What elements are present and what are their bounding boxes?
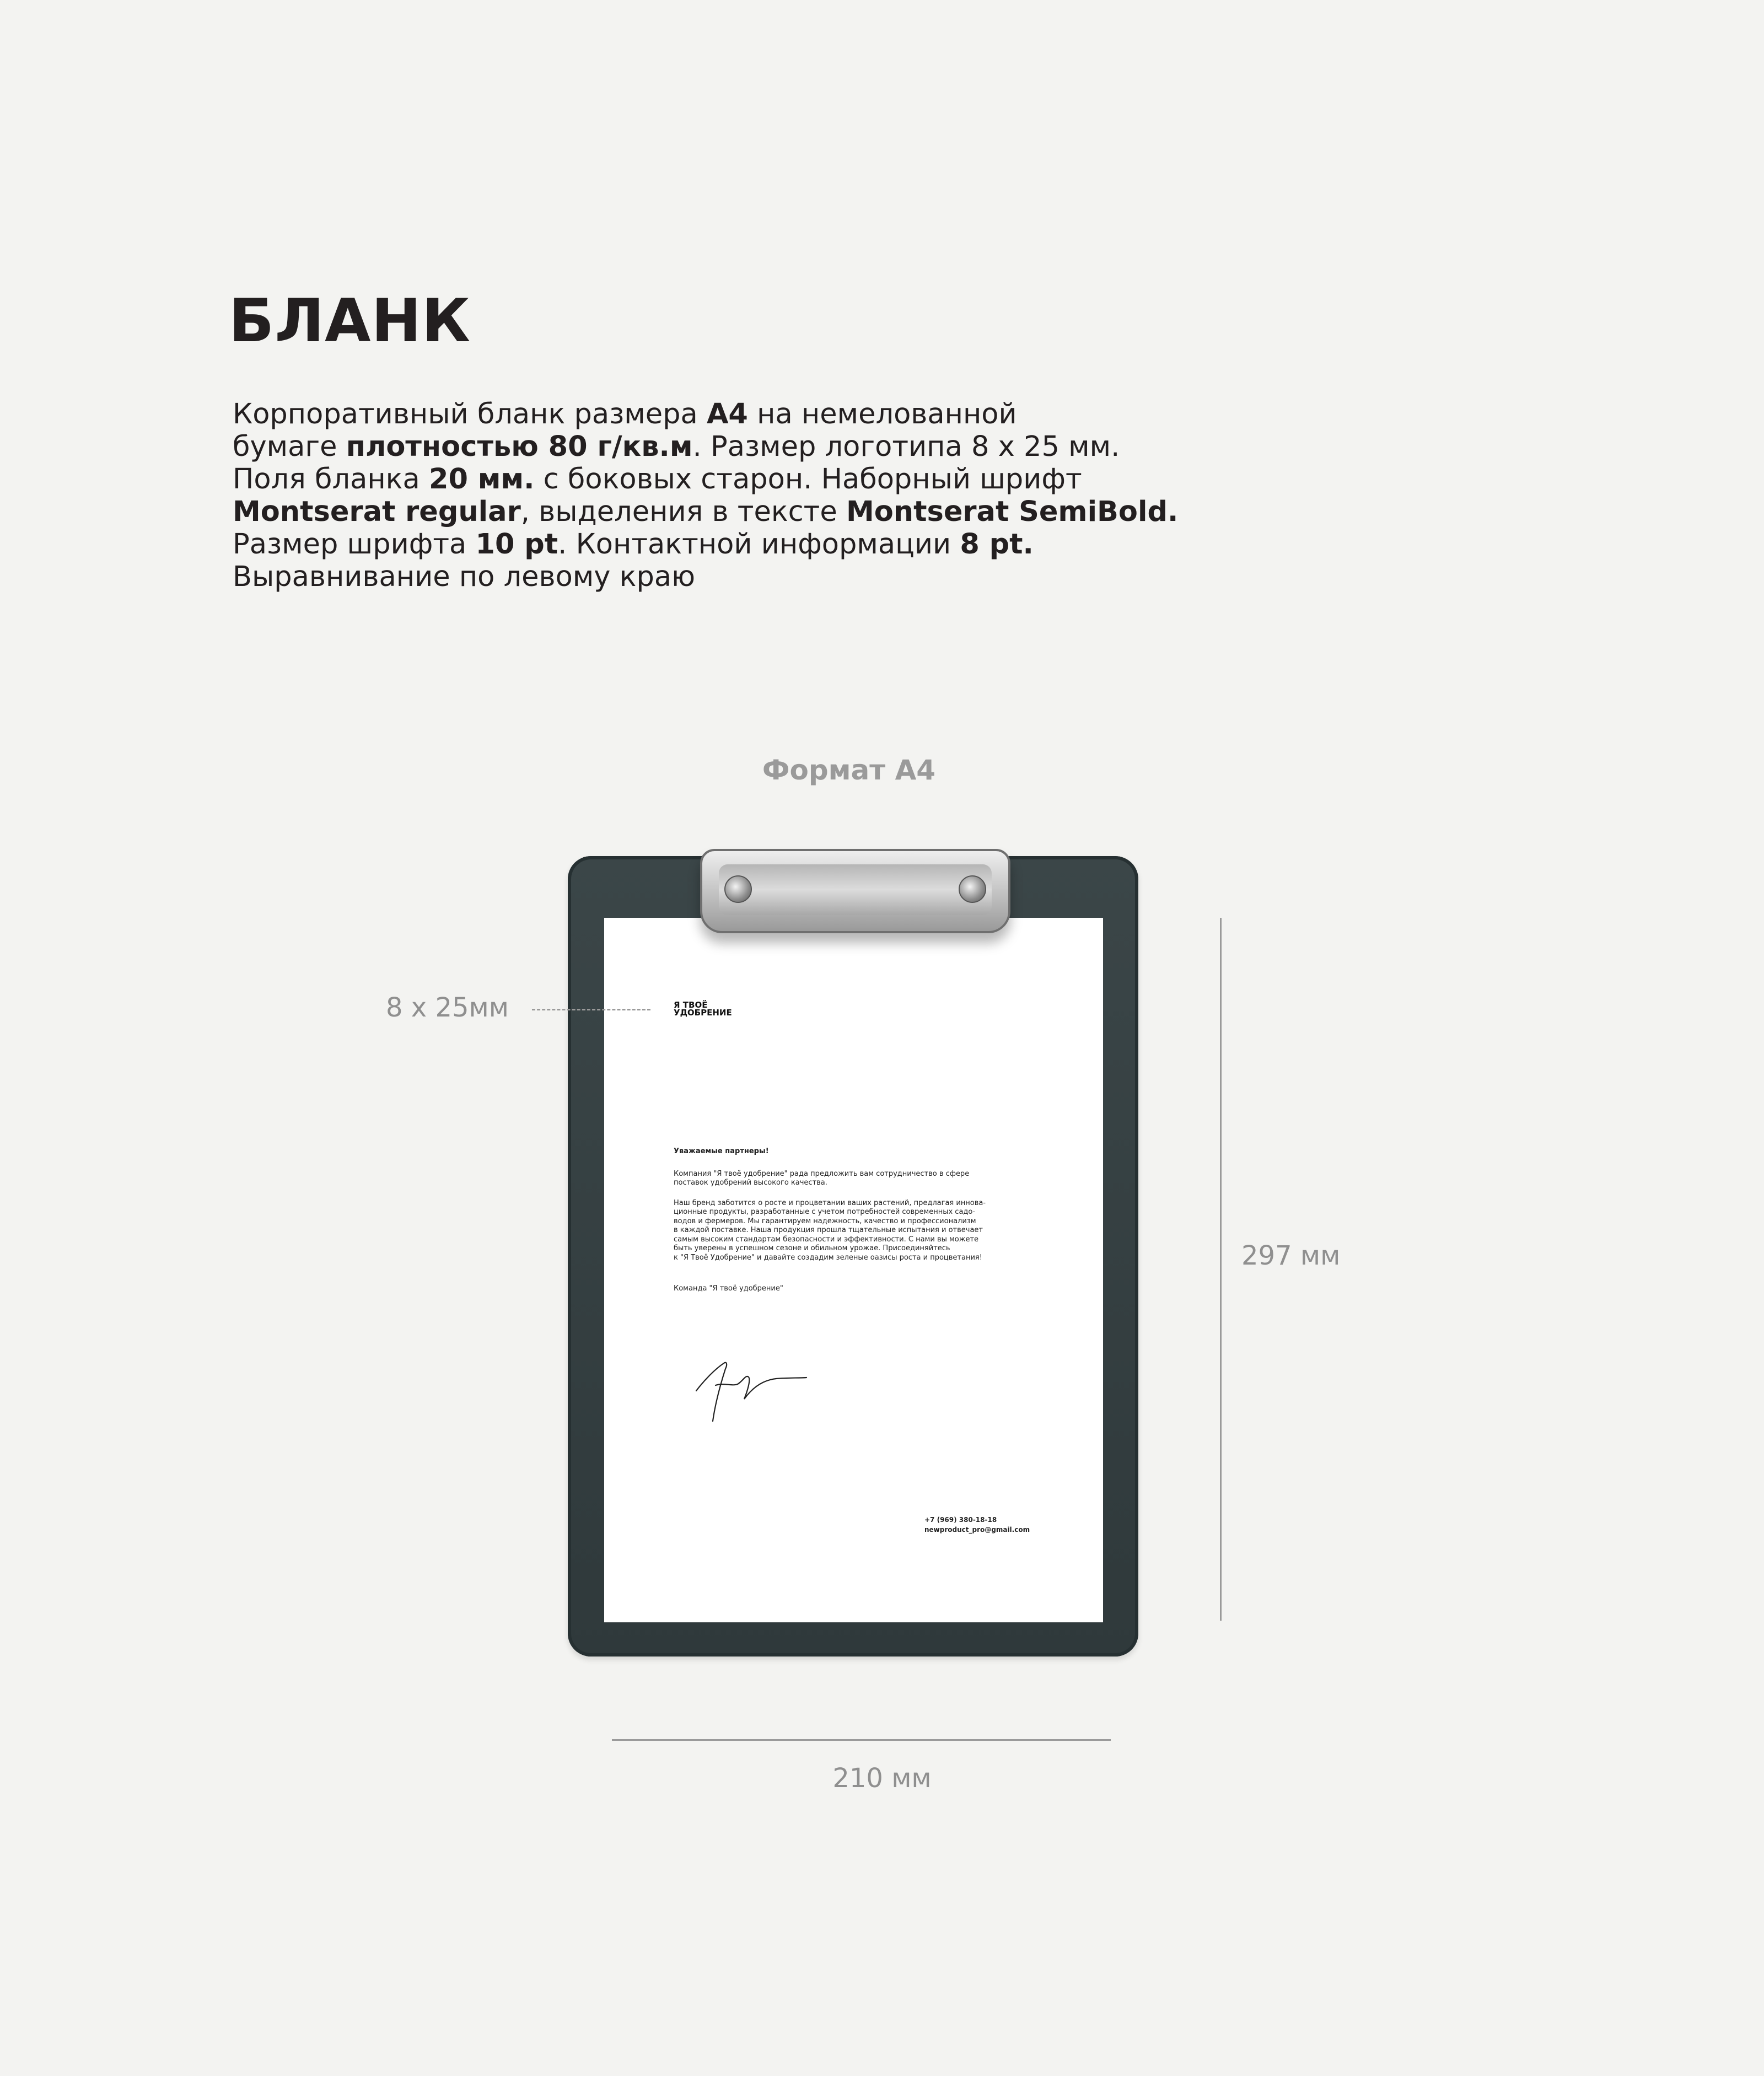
letter-line: самым высоким стандартам безопасности и эффективности. С нами вы можете xyxy=(674,1235,979,1244)
description-text: . Контактной информации xyxy=(558,528,960,561)
logo-line-2: УДОБРЕНИЕ xyxy=(674,1008,732,1018)
rivet-icon xyxy=(724,875,752,903)
letter-line: быть уверены в успешном сезоне и обильном урожае. Присоединяйтесь xyxy=(674,1244,950,1252)
logo-line-1: Я ТВОЁ xyxy=(674,1000,708,1010)
format-label: Формат А4 xyxy=(762,754,936,786)
description-line xyxy=(233,398,1280,431)
page-title: БЛАНК xyxy=(229,287,471,356)
description-text: Выравнивание по левому краю xyxy=(233,561,696,593)
contact-email: newproduct_pro@gmail.com xyxy=(924,1526,1030,1534)
letter-line: ционные продукты, разработанные с учетом потребностей современных садо- xyxy=(674,1208,976,1216)
description-emphasis: 20 мм. xyxy=(428,463,535,496)
letter-line: водов и фермеров. Мы гарантируем надежность, качество и профессионализм xyxy=(674,1217,976,1225)
logo-dimension-line xyxy=(532,1009,650,1010)
letter-line: к "Я Твоё Удобрение" и давайте создадим зеленые оазисы роста и процветания! xyxy=(674,1253,982,1262)
description-emphasis: 10 pt xyxy=(475,528,558,561)
letter-paragraph-1 xyxy=(674,1170,1048,1188)
height-dimension-line xyxy=(1220,918,1222,1621)
letter-line: поставок удобрений высокого качества. xyxy=(674,1179,827,1187)
description-emphasis: Montserat regular xyxy=(233,496,521,528)
description-line xyxy=(233,431,1280,463)
description-text: бумаге xyxy=(233,431,346,463)
letter-line: Наш бренд заботится о росте и процветании ваших растений, предлагая иннова- xyxy=(674,1198,986,1207)
description-line xyxy=(233,463,1280,496)
description-line xyxy=(233,496,1280,528)
description-text: , выделения в тексте xyxy=(520,496,846,528)
description-emphasis: Montserat SemiBold. xyxy=(846,496,1179,528)
clipboard-clip xyxy=(700,849,1010,933)
letter-signoff: Команда "Я твоё удобрение" xyxy=(674,1284,783,1293)
letter-body xyxy=(674,1147,1048,1294)
letter-line: Компания "Я твоё удобрение" рада предложить вам сотрудничество в сфере xyxy=(674,1169,970,1178)
letter-greeting: Уважаемые партнеры! xyxy=(674,1147,769,1155)
contact-info xyxy=(924,1515,1030,1535)
height-label: 297 мм xyxy=(1241,1240,1341,1271)
description-emphasis: А4 xyxy=(706,398,748,431)
description-line xyxy=(233,528,1280,561)
description-line xyxy=(233,561,1280,593)
signature-icon xyxy=(693,1352,809,1424)
logo-size-label: 8 х 25мм xyxy=(386,992,509,1023)
description-text: на немелованной xyxy=(747,398,1017,431)
width-dimension-line xyxy=(612,1739,1111,1741)
description-text: Корпоративный бланк размера xyxy=(233,398,707,431)
description-emphasis: плотностью 80 г/кв.м xyxy=(346,431,693,463)
width-label: 210 мм xyxy=(832,1763,932,1794)
letter-paragraph-2 xyxy=(674,1199,1048,1263)
description-text: Размер шрифта xyxy=(233,528,476,561)
letter-line: в каждой поставке. Наша продукция прошла тщательные испытания и отвечает xyxy=(674,1226,983,1234)
description xyxy=(233,398,1280,593)
description-text: с боковых старон. Наборный шрифт xyxy=(534,463,1082,496)
contact-phone: +7 (969) 380-18-18 xyxy=(924,1516,997,1524)
brand-logo xyxy=(674,1001,732,1017)
description-emphasis: 8 pt. xyxy=(960,528,1034,561)
description-text: Поля бланка xyxy=(233,463,429,496)
rivet-icon xyxy=(959,875,986,903)
description-text: . Размер логотипа 8 х 25 мм. xyxy=(692,431,1120,463)
